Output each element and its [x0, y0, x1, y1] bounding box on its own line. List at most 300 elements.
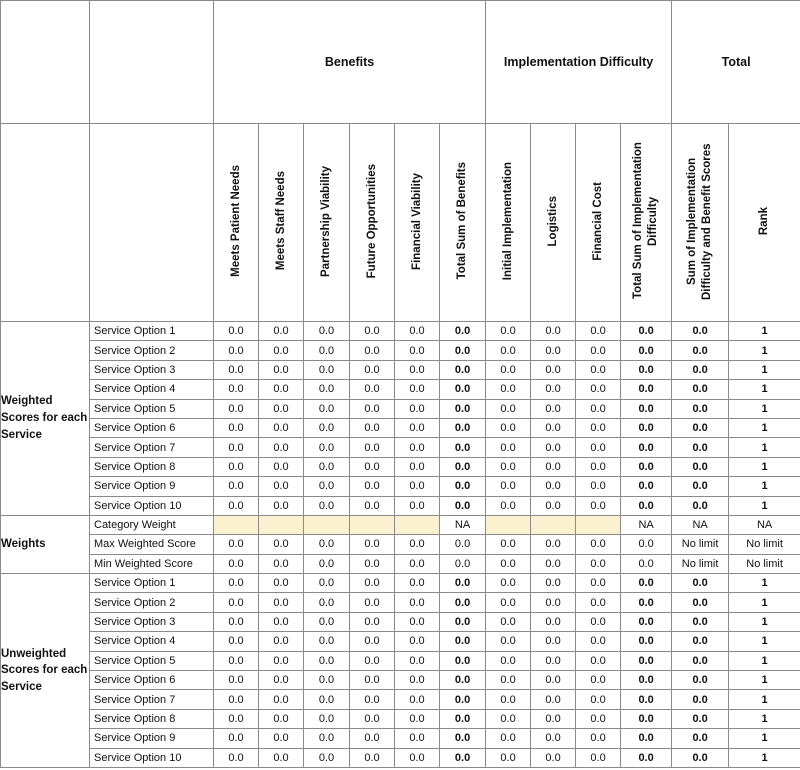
table-row — [1, 438, 800, 457]
table-cell: 0.0 — [259, 748, 304, 767]
table-row — [1, 341, 800, 360]
table-cell: 0.0 — [576, 651, 621, 670]
table-cell: 0.0 — [350, 671, 395, 690]
row-label: Service Option 2 — [90, 593, 214, 612]
table-cell: 0.0 — [350, 651, 395, 670]
table-cell: 0.0 — [621, 632, 672, 651]
table-cell: 0.0 — [486, 399, 531, 418]
table-cell: 0.0 — [486, 748, 531, 767]
table-cell: 0.0 — [350, 477, 395, 496]
table-cell: 0.0 — [304, 341, 350, 360]
table-row — [1, 496, 800, 515]
column-header: Sum of Implementation Difficulty and Benefit Scores — [672, 124, 729, 322]
table-cell: 0.0 — [440, 360, 486, 379]
table-cell: 0.0 — [672, 457, 729, 476]
column-header: Meets Patient Needs — [214, 124, 259, 322]
table-cell: 0.0 — [304, 418, 350, 437]
table-cell: 0.0 — [350, 535, 395, 554]
table-cell: 0.0 — [304, 709, 350, 728]
table-cell: 0.0 — [350, 399, 395, 418]
table-cell: 0.0 — [395, 632, 440, 651]
table-cell: 0.0 — [304, 671, 350, 690]
table-cell: 0.0 — [531, 574, 576, 593]
table-cell: 0.0 — [259, 380, 304, 399]
table-cell: 0.0 — [350, 418, 395, 437]
row-label: Category Weight — [90, 515, 214, 534]
table-cell: 0.0 — [531, 399, 576, 418]
table-cell: 0.0 — [621, 690, 672, 709]
table-cell: 0.0 — [531, 496, 576, 515]
table-cell: 0.0 — [395, 535, 440, 554]
table-cell: 1 — [729, 341, 800, 360]
table-cell: 0.0 — [350, 341, 395, 360]
table-cell: 0.0 — [672, 496, 729, 515]
table-cell: 0.0 — [531, 341, 576, 360]
table-row — [1, 729, 800, 748]
table-cell: 0.0 — [395, 690, 440, 709]
table-cell: 0.0 — [259, 671, 304, 690]
table-cell: 0.0 — [395, 322, 440, 341]
table-cell: No limit — [729, 554, 800, 573]
table-cell: 0.0 — [672, 612, 729, 631]
table-row — [1, 535, 800, 554]
table-cell: 0.0 — [621, 477, 672, 496]
table-cell: 0.0 — [350, 574, 395, 593]
table-cell: 0.0 — [259, 457, 304, 476]
table-cell: 0.0 — [395, 418, 440, 437]
column-header: Logistics — [531, 124, 576, 322]
table-cell: 0.0 — [395, 438, 440, 457]
table-cell: 0.0 — [440, 457, 486, 476]
table-cell: 0.0 — [576, 729, 621, 748]
table-row — [1, 360, 800, 379]
table-cell: 1 — [729, 457, 800, 476]
table-cell: 0.0 — [621, 360, 672, 379]
table-cell: No limit — [672, 554, 729, 573]
table-row — [1, 690, 800, 709]
table-cell: 0.0 — [531, 690, 576, 709]
row-label: Service Option 1 — [90, 574, 214, 593]
table-cell: 0.0 — [486, 632, 531, 651]
row-label-header-cell — [90, 1, 214, 124]
table-cell: 0.0 — [304, 651, 350, 670]
table-cell: 0.0 — [350, 360, 395, 379]
table-cell: 0.0 — [576, 612, 621, 631]
table-cell: 0.0 — [395, 360, 440, 379]
table-cell: 0.0 — [576, 748, 621, 767]
table-cell: 0.0 — [395, 709, 440, 728]
table-cell: 1 — [729, 477, 800, 496]
table-cell: 0.0 — [531, 438, 576, 457]
table-cell: No limit — [729, 535, 800, 554]
table-cell: 0.0 — [576, 438, 621, 457]
table-cell: 0.0 — [350, 593, 395, 612]
table-cell: No limit — [672, 535, 729, 554]
table-row — [1, 457, 800, 476]
table-cell: 0.0 — [531, 671, 576, 690]
table-cell: 0.0 — [672, 690, 729, 709]
table-cell: 0.0 — [304, 632, 350, 651]
table-cell: 0.0 — [621, 418, 672, 437]
table-cell: 0.0 — [259, 612, 304, 631]
table-row — [1, 418, 800, 437]
table-cell: 0.0 — [486, 574, 531, 593]
table-cell: 0.0 — [304, 729, 350, 748]
table-row — [1, 671, 800, 690]
table-cell: 0.0 — [576, 380, 621, 399]
table-cell: 0.0 — [621, 593, 672, 612]
table-cell: 0.0 — [440, 399, 486, 418]
table-cell: 0.0 — [304, 457, 350, 476]
row-label: Service Option 8 — [90, 457, 214, 476]
table-cell: 0.0 — [486, 612, 531, 631]
table-cell: 0.0 — [486, 496, 531, 515]
table-cell: 0.0 — [304, 438, 350, 457]
table-cell: 0.0 — [672, 709, 729, 728]
table-cell: 0.0 — [672, 418, 729, 437]
table-cell: 0.0 — [486, 690, 531, 709]
section-label: Weighted Scores for each Service — [1, 322, 90, 516]
weight-input-cell[interactable] — [259, 515, 304, 534]
table-cell: 0.0 — [440, 748, 486, 767]
table-cell: 0.0 — [621, 574, 672, 593]
table-cell: 0.0 — [395, 651, 440, 670]
table-cell: 0.0 — [486, 380, 531, 399]
table-cell: 0.0 — [214, 457, 259, 476]
table-cell: 0.0 — [395, 457, 440, 476]
column-header: Future Opportunities — [350, 124, 395, 322]
table-cell: 0.0 — [440, 418, 486, 437]
table-cell: 0.0 — [440, 690, 486, 709]
table-cell: 0.0 — [672, 748, 729, 767]
row-label: Service Option 8 — [90, 709, 214, 728]
table-cell: 1 — [729, 671, 800, 690]
table-cell: 1 — [729, 322, 800, 341]
table-cell: 0.0 — [672, 322, 729, 341]
table-cell: 0.0 — [621, 496, 672, 515]
row-label: Service Option 5 — [90, 651, 214, 670]
table-cell: 0.0 — [576, 322, 621, 341]
table-cell: 0.0 — [576, 632, 621, 651]
table-cell: 0.0 — [304, 322, 350, 341]
table-cell: 0.0 — [440, 709, 486, 728]
table-cell: 0.0 — [531, 709, 576, 728]
table-cell: 0.0 — [214, 322, 259, 341]
table-row — [1, 515, 800, 534]
table-cell: 1 — [729, 418, 800, 437]
table-cell: 0.0 — [486, 593, 531, 612]
weight-input-cell[interactable] — [486, 515, 531, 534]
table-cell: 1 — [729, 593, 800, 612]
table-cell: 0.0 — [672, 341, 729, 360]
table-cell: 0.0 — [486, 651, 531, 670]
table-cell: 0.0 — [621, 709, 672, 728]
table-cell: 0.0 — [214, 690, 259, 709]
table-cell: 1 — [729, 709, 800, 728]
column-header: Financial Cost — [576, 124, 621, 322]
table-cell: 0.0 — [576, 360, 621, 379]
table-cell: 0.0 — [304, 690, 350, 709]
row-label: Service Option 9 — [90, 729, 214, 748]
table-cell: 0.0 — [440, 535, 486, 554]
table-cell: 0.0 — [214, 574, 259, 593]
table-cell: 1 — [729, 748, 800, 767]
table-cell: 0.0 — [486, 438, 531, 457]
column-header: Initial Implementation — [486, 124, 531, 322]
table-cell: 0.0 — [304, 477, 350, 496]
table-cell: 0.0 — [259, 438, 304, 457]
table-cell: 0.0 — [576, 535, 621, 554]
table-cell: 0.0 — [621, 438, 672, 457]
table-cell: 0.0 — [214, 651, 259, 670]
table-row — [1, 477, 800, 496]
table-cell: 0.0 — [672, 671, 729, 690]
total-group-header: Total — [672, 1, 800, 124]
table-cell: 0.0 — [350, 380, 395, 399]
table-cell: 0.0 — [576, 399, 621, 418]
column-header-row — [1, 124, 800, 322]
table-cell: 0.0 — [395, 574, 440, 593]
table-cell: 0.0 — [214, 632, 259, 651]
table-cell: 0.0 — [576, 554, 621, 573]
table-cell: 0.0 — [395, 671, 440, 690]
table-cell: 0.0 — [486, 477, 531, 496]
table-cell: 0.0 — [259, 496, 304, 515]
table-cell: 0.0 — [214, 729, 259, 748]
table-body — [1, 322, 800, 768]
table-cell: 0.0 — [214, 341, 259, 360]
table-cell: 0.0 — [395, 729, 440, 748]
table-cell: 0.0 — [531, 554, 576, 573]
table-cell: 0.0 — [576, 496, 621, 515]
table-cell: 1 — [729, 360, 800, 379]
table-cell: 0.0 — [531, 593, 576, 612]
table-cell: 0.0 — [440, 554, 486, 573]
table-cell: 0.0 — [672, 477, 729, 496]
table-cell: 0.0 — [214, 535, 259, 554]
section-label: Unweighted Scores for each Service — [1, 574, 90, 768]
table-row — [1, 554, 800, 573]
weight-input-cell[interactable] — [395, 515, 440, 534]
table-cell: 0.0 — [214, 612, 259, 631]
table-cell: 0.0 — [440, 574, 486, 593]
table-cell: 0.0 — [259, 593, 304, 612]
table-cell: 0.0 — [350, 748, 395, 767]
table-cell: NA — [729, 515, 800, 534]
table-cell: 0.0 — [531, 729, 576, 748]
row-label: Service Option 1 — [90, 322, 214, 341]
table-cell: 0.0 — [214, 748, 259, 767]
table-row — [1, 632, 800, 651]
table-cell: 1 — [729, 612, 800, 631]
table-cell: 0.0 — [214, 554, 259, 573]
table-cell: 0.0 — [531, 360, 576, 379]
table-cell: 0.0 — [621, 399, 672, 418]
table-cell: 0.0 — [531, 380, 576, 399]
row-label: Service Option 5 — [90, 399, 214, 418]
table-cell: 0.0 — [395, 612, 440, 631]
table-cell: 0.0 — [440, 477, 486, 496]
table-cell: 0.0 — [621, 554, 672, 573]
table-cell: 0.0 — [259, 709, 304, 728]
table-cell: 0.0 — [531, 612, 576, 631]
table-cell: 0.0 — [621, 748, 672, 767]
table-cell: 0.0 — [621, 322, 672, 341]
table-cell: 0.0 — [672, 360, 729, 379]
table-cell: 0.0 — [440, 322, 486, 341]
table-cell: 0.0 — [531, 477, 576, 496]
row-label: Service Option 4 — [90, 380, 214, 399]
table-cell: 0.0 — [304, 360, 350, 379]
table-cell: 0.0 — [672, 632, 729, 651]
table-cell: 0.0 — [304, 399, 350, 418]
row-label: Service Option 7 — [90, 690, 214, 709]
table-cell: 0.0 — [486, 671, 531, 690]
table-cell: 0.0 — [304, 593, 350, 612]
table-cell: 0.0 — [259, 729, 304, 748]
table-cell: 0.0 — [621, 341, 672, 360]
table-cell: 1 — [729, 632, 800, 651]
table-cell: 0.0 — [486, 322, 531, 341]
table-cell: 0.0 — [259, 341, 304, 360]
row-label: Service Option 4 — [90, 632, 214, 651]
group-header-row — [1, 1, 800, 124]
row-label: Service Option 6 — [90, 418, 214, 437]
table-cell: 0.0 — [304, 574, 350, 593]
row-label: Min Weighted Score — [90, 554, 214, 573]
table-row — [1, 709, 800, 728]
table-cell: 0.0 — [214, 477, 259, 496]
table-cell: 0.0 — [576, 418, 621, 437]
table-cell: 0.0 — [259, 360, 304, 379]
weight-input-cell[interactable] — [531, 515, 576, 534]
table-cell: 0.0 — [440, 593, 486, 612]
column-header: Total Sum of Benefits — [440, 124, 486, 322]
table-cell: 0.0 — [576, 457, 621, 476]
table-cell: 0.0 — [486, 360, 531, 379]
table-cell: 0.0 — [531, 418, 576, 437]
table-cell: 0.0 — [214, 360, 259, 379]
table-cell: 1 — [729, 496, 800, 515]
weight-input-cell[interactable] — [214, 515, 259, 534]
table-cell: 0.0 — [531, 748, 576, 767]
table-cell: 1 — [729, 380, 800, 399]
table-cell: 0.0 — [621, 651, 672, 670]
table-cell: 0.0 — [576, 477, 621, 496]
table-cell: 0.0 — [621, 671, 672, 690]
table-cell: 0.0 — [395, 748, 440, 767]
row-label: Service Option 6 — [90, 671, 214, 690]
row-label: Service Option 7 — [90, 438, 214, 457]
table-cell: 0.0 — [531, 535, 576, 554]
table-row — [1, 380, 800, 399]
table-cell: 0.0 — [621, 729, 672, 748]
weight-input-cell[interactable] — [304, 515, 350, 534]
table-cell: 0.0 — [672, 380, 729, 399]
table-cell: 0.0 — [395, 380, 440, 399]
table-cell: 0.0 — [214, 496, 259, 515]
row-label: Service Option 9 — [90, 477, 214, 496]
table-cell: 0.0 — [440, 671, 486, 690]
table-cell: 0.0 — [440, 632, 486, 651]
corner-cell — [1, 124, 90, 322]
table-cell: 0.0 — [531, 651, 576, 670]
table-cell: 0.0 — [672, 729, 729, 748]
table-cell: 0.0 — [304, 535, 350, 554]
table-cell: 0.0 — [350, 457, 395, 476]
table-cell: 0.0 — [576, 671, 621, 690]
table-cell: 0.0 — [576, 574, 621, 593]
section-label: Weights — [1, 515, 90, 573]
row-label: Service Option 10 — [90, 496, 214, 515]
row-label: Service Option 3 — [90, 360, 214, 379]
table-cell: 0.0 — [576, 341, 621, 360]
table-cell: NA — [621, 515, 672, 534]
table-cell: 0.0 — [259, 535, 304, 554]
table-cell: 0.0 — [259, 554, 304, 573]
table-cell: 0.0 — [214, 380, 259, 399]
table-cell: 0.0 — [440, 651, 486, 670]
table-cell: 0.0 — [440, 729, 486, 748]
table-cell: 0.0 — [621, 457, 672, 476]
row-label: Max Weighted Score — [90, 535, 214, 554]
table-cell: 0.0 — [214, 418, 259, 437]
table-cell: 0.0 — [304, 496, 350, 515]
table-cell: 0.0 — [350, 554, 395, 573]
table-cell: 0.0 — [395, 477, 440, 496]
row-label: Service Option 3 — [90, 612, 214, 631]
table-cell: 0.0 — [304, 554, 350, 573]
table-cell: 0.0 — [214, 399, 259, 418]
table-cell: 0.0 — [259, 418, 304, 437]
table-cell: 0.0 — [486, 418, 531, 437]
table-row — [1, 574, 800, 593]
table-row — [1, 612, 800, 631]
column-header: Financial Viability — [395, 124, 440, 322]
table-cell: 0.0 — [259, 574, 304, 593]
table-cell: 0.0 — [395, 496, 440, 515]
table-cell: 0.0 — [531, 322, 576, 341]
column-header: Meets Staff Needs — [259, 124, 304, 322]
table-cell: 0.0 — [304, 612, 350, 631]
table-cell: NA — [440, 515, 486, 534]
table-cell: 0.0 — [350, 632, 395, 651]
table-cell: 0.0 — [350, 709, 395, 728]
table-cell: 0.0 — [576, 709, 621, 728]
weight-input-cell[interactable] — [350, 515, 395, 534]
table-cell: 0.0 — [259, 399, 304, 418]
table-cell: 0.0 — [350, 690, 395, 709]
column-header: Partnership Viability — [304, 124, 350, 322]
table-cell: 0.0 — [486, 729, 531, 748]
table-cell: 0.0 — [350, 496, 395, 515]
column-header: Total Sum of Implementation Difficulty — [621, 124, 672, 322]
table-cell: 0.0 — [259, 322, 304, 341]
table-cell: 0.0 — [304, 380, 350, 399]
weight-input-cell[interactable] — [576, 515, 621, 534]
column-header: Rank — [729, 124, 800, 322]
table-cell: 0.0 — [440, 496, 486, 515]
table-cell: 0.0 — [440, 341, 486, 360]
table-cell: 0.0 — [672, 438, 729, 457]
table-cell: 0.0 — [214, 671, 259, 690]
table-row — [1, 399, 800, 418]
table-cell: 0.0 — [486, 535, 531, 554]
table-cell: 0.0 — [395, 554, 440, 573]
table-cell: NA — [672, 515, 729, 534]
table-cell: 0.0 — [350, 612, 395, 631]
table-row — [1, 322, 800, 341]
